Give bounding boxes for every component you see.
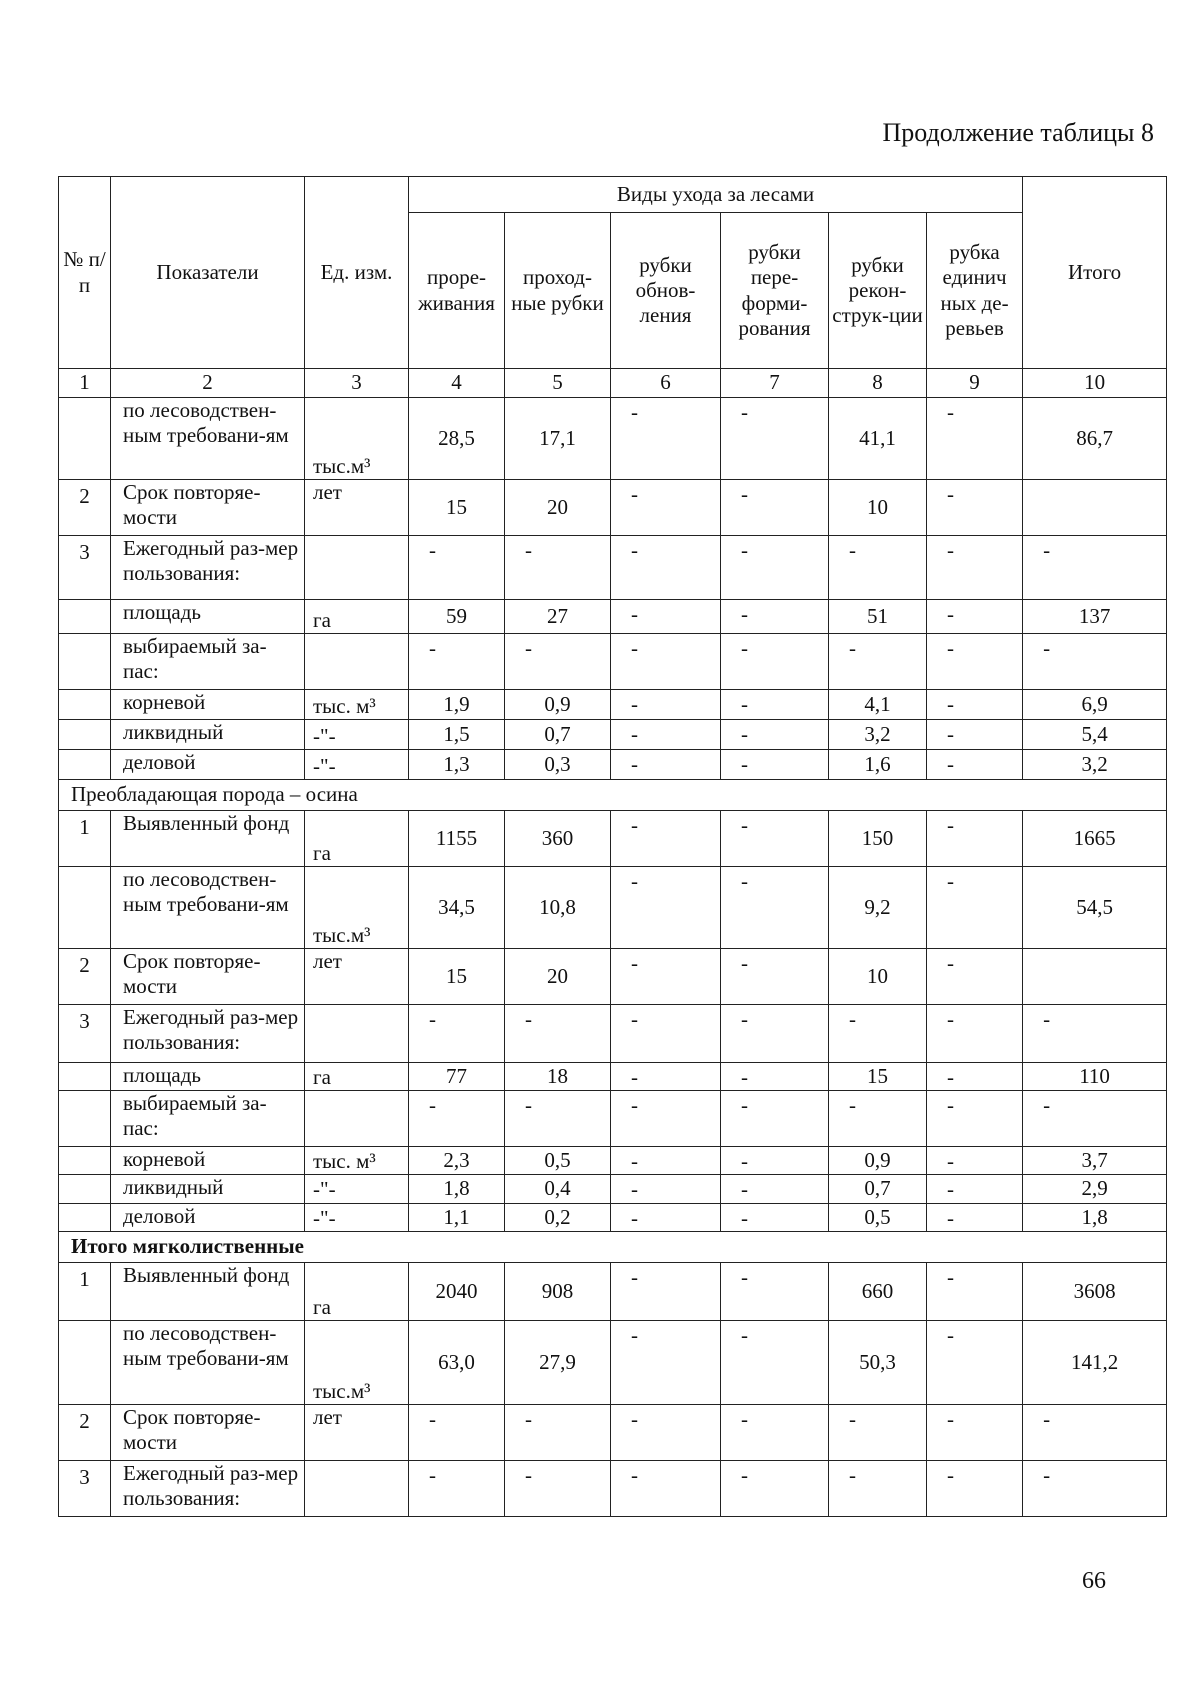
value-cell: - — [829, 1460, 927, 1516]
indicator-cell: деловой — [111, 750, 305, 780]
total-cell: 86,7 — [1023, 398, 1167, 480]
value-cell: 1,5 — [409, 720, 505, 750]
value-cell: - — [927, 1005, 1023, 1063]
value-cell: - — [721, 811, 829, 867]
value-cell: - — [611, 811, 721, 867]
row-number: 2 — [59, 480, 111, 536]
total-cell: - — [1023, 1091, 1167, 1147]
total-cell: 137 — [1023, 600, 1167, 634]
value-cell: - — [409, 1404, 505, 1460]
value-cell: - — [505, 1005, 611, 1063]
indicator-cell: Выявленный фонд — [111, 811, 305, 867]
value-cell: 27 — [505, 600, 611, 634]
value-cell: - — [409, 1005, 505, 1063]
table-row — [59, 750, 1167, 780]
unit-cell: тыс. м³ — [305, 1147, 409, 1175]
value-cell: - — [409, 536, 505, 600]
total-cell: - — [1023, 1005, 1167, 1063]
row-number — [59, 867, 111, 949]
indicator-cell: по лесоводствен-ным требовани-ям — [111, 1320, 305, 1404]
value-cell: - — [927, 480, 1023, 536]
header-type-passage: проход-ные рубки — [505, 213, 611, 369]
page-number: 66 — [1082, 1568, 1106, 1594]
indicator-cell: Срок повторяе-мости — [111, 480, 305, 536]
section-title: Итого мягколиственные — [59, 1231, 1167, 1262]
value-cell: - — [721, 867, 829, 949]
indicator-cell: площадь — [111, 1063, 305, 1091]
value-cell: - — [927, 634, 1023, 690]
row-number: 1 — [59, 1262, 111, 1320]
value-cell: - — [829, 634, 927, 690]
total-cell — [1023, 949, 1167, 1005]
value-cell: - — [927, 1404, 1023, 1460]
table-row — [59, 811, 1167, 867]
value-cell: 41,1 — [829, 398, 927, 480]
value-cell: 10,8 — [505, 867, 611, 949]
value-cell: - — [927, 750, 1023, 780]
value-cell: - — [611, 1147, 721, 1175]
value-cell: - — [927, 1262, 1023, 1320]
value-cell: 1,1 — [409, 1203, 505, 1231]
value-cell: - — [721, 1005, 829, 1063]
section-title: Преобладающая порода – осина — [59, 780, 1167, 811]
row-number — [59, 398, 111, 480]
total-cell: 6,9 — [1023, 690, 1167, 720]
value-cell: 1155 — [409, 811, 505, 867]
value-cell: 20 — [505, 480, 611, 536]
table-row — [59, 1460, 1167, 1516]
value-cell: - — [721, 1091, 829, 1147]
value-cell: - — [611, 867, 721, 949]
header-type-reconstruction: рубки рекон-струк-ции — [829, 213, 927, 369]
unit-cell: тыс.м³ — [305, 398, 409, 480]
unit-cell: -"- — [305, 1175, 409, 1203]
row-number — [59, 1091, 111, 1147]
indicator-cell: по лесоводствен-ным требовани-ям — [111, 398, 305, 480]
row-number — [59, 720, 111, 750]
header-no: № п/п — [59, 177, 111, 369]
value-cell: 63,0 — [409, 1320, 505, 1404]
unit-cell: га — [305, 811, 409, 867]
value-cell: - — [721, 949, 829, 1005]
column-number: 9 — [927, 369, 1023, 398]
unit-cell — [305, 634, 409, 690]
column-number: 1 — [59, 369, 111, 398]
value-cell: - — [721, 536, 829, 600]
value-cell: 0,5 — [829, 1203, 927, 1231]
value-cell: - — [829, 1005, 927, 1063]
table-caption: Продолжение таблицы 8 — [882, 118, 1154, 147]
value-cell: 77 — [409, 1063, 505, 1091]
column-number: 3 — [305, 369, 409, 398]
table-row — [59, 480, 1167, 536]
row-number — [59, 1147, 111, 1175]
value-cell: 27,9 — [505, 1320, 611, 1404]
value-cell: - — [721, 1147, 829, 1175]
header-type-thinning: проре-живания — [409, 213, 505, 369]
unit-cell — [305, 536, 409, 600]
value-cell: - — [611, 634, 721, 690]
table-row — [59, 536, 1167, 600]
indicator-cell: Ежегодный раз-мер пользования: — [111, 1460, 305, 1516]
value-cell: - — [721, 480, 829, 536]
value-cell: - — [611, 690, 721, 720]
value-cell: - — [611, 1404, 721, 1460]
value-cell: - — [721, 634, 829, 690]
row-number: 3 — [59, 1460, 111, 1516]
value-cell: - — [927, 536, 1023, 600]
row-number: 2 — [59, 1404, 111, 1460]
value-cell: - — [927, 1147, 1023, 1175]
table-body — [59, 398, 1167, 1517]
value-cell: 4,1 — [829, 690, 927, 720]
value-cell: - — [927, 1460, 1023, 1516]
row-number — [59, 1175, 111, 1203]
row-number — [59, 690, 111, 720]
indicator-cell: корневой — [111, 1147, 305, 1175]
unit-cell: тыс.м³ — [305, 867, 409, 949]
table-row — [59, 1063, 1167, 1091]
value-cell: 0,7 — [505, 720, 611, 750]
table-row — [59, 634, 1167, 690]
unit-cell: лет — [305, 1404, 409, 1460]
indicator-cell: Ежегодный раз-мер пользования: — [111, 536, 305, 600]
total-cell: 54,5 — [1023, 867, 1167, 949]
column-number: 8 — [829, 369, 927, 398]
table-row — [59, 398, 1167, 480]
value-cell: 9,2 — [829, 867, 927, 949]
value-cell: - — [927, 1063, 1023, 1091]
unit-cell: га — [305, 600, 409, 634]
value-cell: - — [927, 1175, 1023, 1203]
value-cell: - — [611, 1320, 721, 1404]
value-cell: 59 — [409, 600, 505, 634]
value-cell: - — [409, 634, 505, 690]
unit-cell — [305, 1091, 409, 1147]
value-cell: - — [927, 1091, 1023, 1147]
value-cell: - — [611, 949, 721, 1005]
table-row — [59, 949, 1167, 1005]
unit-cell: -"- — [305, 720, 409, 750]
header-indicator: Показатели — [111, 177, 305, 369]
unit-cell: тыс.м³ — [305, 1320, 409, 1404]
total-cell: - — [1023, 536, 1167, 600]
column-number: 10 — [1023, 369, 1167, 398]
value-cell: 28,5 — [409, 398, 505, 480]
total-cell: - — [1023, 1460, 1167, 1516]
value-cell: - — [611, 1203, 721, 1231]
value-cell: - — [409, 1091, 505, 1147]
value-cell: 1,9 — [409, 690, 505, 720]
unit-cell: лет — [305, 480, 409, 536]
table-row — [59, 1005, 1167, 1063]
value-cell: 15 — [409, 949, 505, 1005]
value-cell: 15 — [409, 480, 505, 536]
indicator-cell: площадь — [111, 600, 305, 634]
column-number: 6 — [611, 369, 721, 398]
value-cell: - — [721, 720, 829, 750]
value-cell: - — [409, 1460, 505, 1516]
value-cell: - — [611, 750, 721, 780]
row-number — [59, 634, 111, 690]
value-cell: - — [721, 1404, 829, 1460]
value-cell: - — [927, 720, 1023, 750]
total-cell: 3,7 — [1023, 1147, 1167, 1175]
value-cell: 1,8 — [409, 1175, 505, 1203]
value-cell: - — [927, 690, 1023, 720]
indicator-cell: ликвидный — [111, 1175, 305, 1203]
unit-cell — [305, 1460, 409, 1516]
section-row — [59, 1231, 1167, 1262]
header-type-reformation: рубки пере-форми-рования — [721, 213, 829, 369]
value-cell: - — [721, 1175, 829, 1203]
value-cell: - — [505, 1091, 611, 1147]
header-type-renewal: рубки обнов-ления — [611, 213, 721, 369]
row-number: 3 — [59, 1005, 111, 1063]
value-cell: 34,5 — [409, 867, 505, 949]
table-row — [59, 1404, 1167, 1460]
unit-cell: га — [305, 1063, 409, 1091]
total-cell: 1,8 — [1023, 1203, 1167, 1231]
value-cell: - — [721, 1262, 829, 1320]
row-number: 2 — [59, 949, 111, 1005]
indicator-cell: деловой — [111, 1203, 305, 1231]
total-cell: 1665 — [1023, 811, 1167, 867]
value-cell: - — [927, 1320, 1023, 1404]
value-cell: 15 — [829, 1063, 927, 1091]
column-number: 2 — [111, 369, 305, 398]
section-row — [59, 780, 1167, 811]
indicator-cell: корневой — [111, 690, 305, 720]
value-cell: - — [927, 1203, 1023, 1231]
total-cell: 110 — [1023, 1063, 1167, 1091]
value-cell: 908 — [505, 1262, 611, 1320]
value-cell: 20 — [505, 949, 611, 1005]
table-row — [59, 1175, 1167, 1203]
indicator-cell: выбираемый за-пас: — [111, 634, 305, 690]
value-cell: - — [721, 1063, 829, 1091]
value-cell: - — [927, 600, 1023, 634]
indicator-cell: Срок повторяе-мости — [111, 1404, 305, 1460]
value-cell: 10 — [829, 949, 927, 1005]
total-cell: - — [1023, 1404, 1167, 1460]
row-number — [59, 1203, 111, 1231]
unit-cell — [305, 1005, 409, 1063]
value-cell: - — [721, 1460, 829, 1516]
row-number — [59, 1320, 111, 1404]
value-cell: - — [829, 1091, 927, 1147]
value-cell: 3,2 — [829, 720, 927, 750]
value-cell: - — [505, 634, 611, 690]
value-cell: 0,5 — [505, 1147, 611, 1175]
unit-cell: -"- — [305, 1203, 409, 1231]
value-cell: 0,9 — [829, 1147, 927, 1175]
value-cell: - — [611, 398, 721, 480]
value-cell: 10 — [829, 480, 927, 536]
value-cell: - — [611, 1262, 721, 1320]
table-row — [59, 1262, 1167, 1320]
value-cell: - — [721, 600, 829, 634]
value-cell: 660 — [829, 1262, 927, 1320]
indicator-cell: Ежегодный раз-мер пользования: — [111, 1005, 305, 1063]
total-cell: 141,2 — [1023, 1320, 1167, 1404]
value-cell: - — [829, 1404, 927, 1460]
value-cell: - — [505, 536, 611, 600]
value-cell: - — [611, 1175, 721, 1203]
value-cell: - — [927, 811, 1023, 867]
unit-cell: лет — [305, 949, 409, 1005]
value-cell: - — [927, 867, 1023, 949]
value-cell: - — [505, 1404, 611, 1460]
forest-care-table — [58, 176, 1167, 1517]
value-cell: - — [505, 1460, 611, 1516]
row-number: 3 — [59, 536, 111, 600]
row-number — [59, 1063, 111, 1091]
total-cell — [1023, 480, 1167, 536]
value-cell: - — [611, 720, 721, 750]
column-number: 5 — [505, 369, 611, 398]
table-row — [59, 720, 1167, 750]
total-cell: - — [1023, 634, 1167, 690]
column-number: 4 — [409, 369, 505, 398]
value-cell: 1,6 — [829, 750, 927, 780]
value-cell: 18 — [505, 1063, 611, 1091]
header-care-types-group: Виды ухода за лесами — [409, 177, 1023, 213]
header-type-single-trees: рубка единич ных де-ревьев — [927, 213, 1023, 369]
table-row — [59, 1091, 1167, 1147]
value-cell: 360 — [505, 811, 611, 867]
value-cell: - — [611, 600, 721, 634]
value-cell: 0,4 — [505, 1175, 611, 1203]
unit-cell: -"- — [305, 750, 409, 780]
total-cell: 3,2 — [1023, 750, 1167, 780]
value-cell: - — [927, 398, 1023, 480]
table-row — [59, 1320, 1167, 1404]
value-cell: - — [721, 1320, 829, 1404]
column-number: 7 — [721, 369, 829, 398]
value-cell: - — [611, 1005, 721, 1063]
indicator-cell: Срок повторяе-мости — [111, 949, 305, 1005]
unit-cell: га — [305, 1262, 409, 1320]
value-cell: - — [721, 398, 829, 480]
value-cell: - — [721, 750, 829, 780]
value-cell: - — [721, 1203, 829, 1231]
table-row — [59, 600, 1167, 634]
column-numbers-row — [59, 369, 1167, 398]
unit-cell: тыс. м³ — [305, 690, 409, 720]
indicator-cell: Выявленный фонд — [111, 1262, 305, 1320]
header-total: Итого — [1023, 177, 1167, 369]
value-cell: - — [611, 1460, 721, 1516]
value-cell: 0,9 — [505, 690, 611, 720]
total-cell: 5,4 — [1023, 720, 1167, 750]
value-cell: - — [927, 949, 1023, 1005]
table-row — [59, 1147, 1167, 1175]
indicator-cell: выбираемый за-пас: — [111, 1091, 305, 1147]
value-cell: - — [611, 1091, 721, 1147]
row-number — [59, 750, 111, 780]
row-number — [59, 600, 111, 634]
header-unit: Ед. изм. — [305, 177, 409, 369]
value-cell: - — [611, 480, 721, 536]
row-number: 1 — [59, 811, 111, 867]
value-cell: 17,1 — [505, 398, 611, 480]
value-cell: 1,3 — [409, 750, 505, 780]
value-cell: - — [611, 1063, 721, 1091]
value-cell: 0,3 — [505, 750, 611, 780]
indicator-cell: по лесоводствен-ным требовани-ям — [111, 867, 305, 949]
value-cell: 2,3 — [409, 1147, 505, 1175]
table-row — [59, 867, 1167, 949]
value-cell: - — [829, 536, 927, 600]
value-cell: 0,2 — [505, 1203, 611, 1231]
total-cell: 3608 — [1023, 1262, 1167, 1320]
value-cell: 2040 — [409, 1262, 505, 1320]
value-cell: - — [721, 690, 829, 720]
value-cell: 51 — [829, 600, 927, 634]
value-cell: 150 — [829, 811, 927, 867]
value-cell: 50,3 — [829, 1320, 927, 1404]
value-cell: - — [611, 536, 721, 600]
indicator-cell: ликвидный — [111, 720, 305, 750]
table-row — [59, 690, 1167, 720]
value-cell: 0,7 — [829, 1175, 927, 1203]
total-cell: 2,9 — [1023, 1175, 1167, 1203]
table-row — [59, 1203, 1167, 1231]
